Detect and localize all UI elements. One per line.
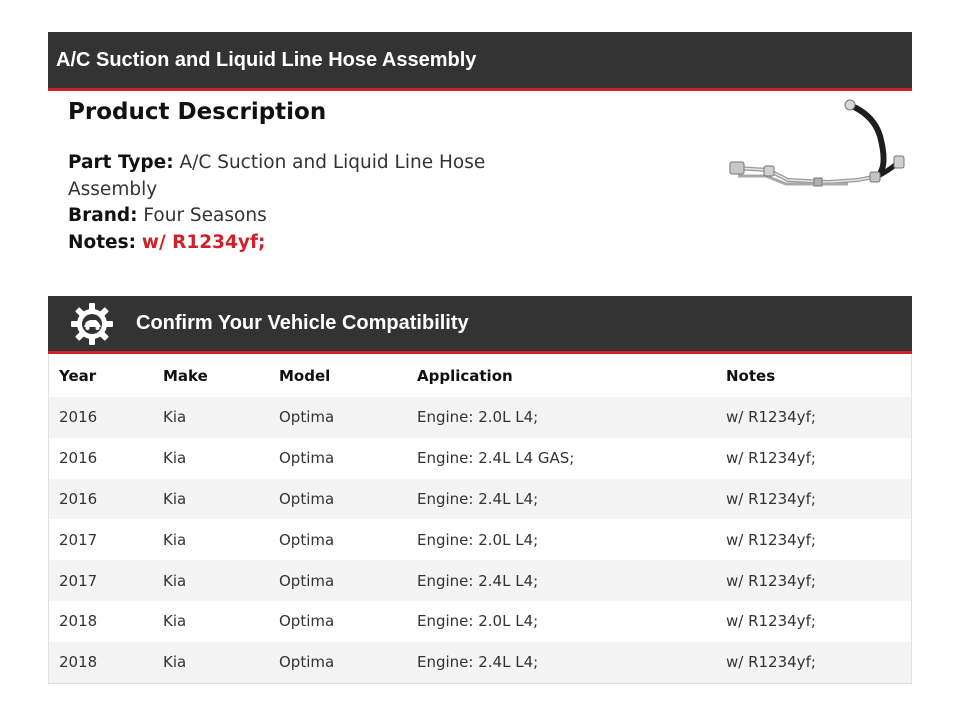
cell-make: Kia <box>153 642 269 683</box>
part-type-label: Part Type: <box>68 152 174 173</box>
part-type-value: A/C Suction and Liquid Line Hose Assembly <box>68 152 486 200</box>
cell-year: 2016 <box>49 438 153 479</box>
table-row <box>49 479 911 520</box>
brand-line <box>68 203 488 230</box>
cell-make: Kia <box>153 397 269 438</box>
cell-model: Optima <box>269 479 407 520</box>
notes-value: w/ R1234yf; <box>141 231 266 253</box>
table-row <box>49 642 911 683</box>
column-header-notes: Notes <box>716 354 911 397</box>
product-title: A/C Suction and Liquid Line Hose Assembly <box>56 48 477 71</box>
gear-car-icon <box>70 302 114 346</box>
product-description <box>68 96 488 256</box>
table-row <box>49 560 911 601</box>
part-type-line <box>68 150 488 203</box>
cell-year: 2016 <box>49 397 153 438</box>
cell-model: Optima <box>269 601 407 642</box>
cell-make: Kia <box>153 560 269 601</box>
cell-make: Kia <box>153 438 269 479</box>
cell-notes: w/ R1234yf; <box>716 560 911 601</box>
compatibility-table-container <box>48 354 912 684</box>
product-header-bar <box>48 32 912 91</box>
cell-year: 2018 <box>49 601 153 642</box>
cell-make: Kia <box>153 519 269 560</box>
column-header-application: Application <box>407 354 716 397</box>
cell-application: Engine: 2.4L L4 GAS; <box>407 438 716 479</box>
column-header-year: Year <box>49 354 153 397</box>
cell-model: Optima <box>269 560 407 601</box>
cell-year: 2017 <box>49 519 153 560</box>
compatibility-title: Confirm Your Vehicle Compatibility <box>136 312 469 334</box>
cell-notes: w/ R1234yf; <box>716 438 911 479</box>
cell-notes: w/ R1234yf; <box>716 601 911 642</box>
compatibility-header-bar <box>48 296 912 354</box>
cell-application: Engine: 2.4L L4; <box>407 642 716 683</box>
cell-application: Engine: 2.4L L4; <box>407 479 716 520</box>
cell-model: Optima <box>269 519 407 560</box>
cell-make: Kia <box>153 601 269 642</box>
description-heading: Product Description <box>68 99 327 125</box>
table-header-row <box>49 354 911 397</box>
cell-model: Optima <box>269 438 407 479</box>
cell-model: Optima <box>269 397 407 438</box>
cell-notes: w/ R1234yf; <box>716 479 911 520</box>
cell-year: 2018 <box>49 642 153 683</box>
table-row <box>49 601 911 642</box>
column-header-model: Model <box>269 354 407 397</box>
cell-notes: w/ R1234yf; <box>716 642 911 683</box>
cell-application: Engine: 2.0L L4; <box>407 519 716 560</box>
cell-year: 2017 <box>49 560 153 601</box>
table-row <box>49 397 911 438</box>
table-row <box>49 438 911 479</box>
compatibility-table <box>49 354 911 683</box>
cell-application: Engine: 2.4L L4; <box>407 560 716 601</box>
brand-value: Four Seasons <box>143 205 267 226</box>
notes-line <box>68 230 488 257</box>
notes-label: Notes: <box>68 231 136 253</box>
cell-model: Optima <box>269 642 407 683</box>
ac-hose-assembly-image <box>728 96 908 196</box>
table-row <box>49 519 911 560</box>
cell-notes: w/ R1234yf; <box>716 519 911 560</box>
cell-notes: w/ R1234yf; <box>716 397 911 438</box>
column-header-make: Make <box>153 354 269 397</box>
cell-make: Kia <box>153 479 269 520</box>
cell-application: Engine: 2.0L L4; <box>407 601 716 642</box>
cell-year: 2016 <box>49 479 153 520</box>
brand-label: Brand: <box>68 205 138 226</box>
cell-application: Engine: 2.0L L4; <box>407 397 716 438</box>
